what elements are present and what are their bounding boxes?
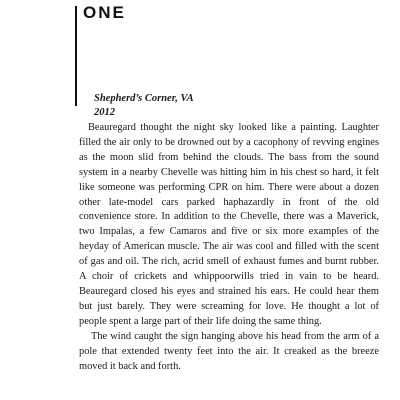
- chapter-title: ONE: [83, 3, 126, 22]
- paragraph-1-text: Beauregard thought the night sky looked like a painting. Laughter filled the air only to be drowned out by a cacophony of revving engines as the moon slid from behind the clouds. The bass from the sound system in a nearby Chevelle was hitting him in his chest so hard, it felt like someone was performing CPR on him. There were about a dozen other late-model cars parked haphazardly in front of the old convenience store. In addition to the Chevelle, there was a Maverick, two Impalas, a few Camaros and five or six more examples of the heyday of American muscle. The air was cool and filled with the scent of gas and oil. The rich, acrid smell of exhaust fumes and burnt rubber. A choir of crickets and whippoorwills tried in vain to be heard. Beauregard closed his eyes and strained his ears. He could hear them but just barely. They were screaming for love. He thought a lot of people spent a large part of their life doing the same thing.: [79, 122, 379, 327]
- body-text: [79, 121, 379, 374]
- chapter-rule: [75, 6, 77, 106]
- dateline: [94, 92, 194, 120]
- dateline-year: 2012: [94, 107, 115, 118]
- dateline-place: Shepherd’s Corner, VA: [94, 93, 194, 104]
- paragraph-1: [79, 121, 379, 330]
- paragraph-2: The wind caught the sign hanging above his head from the arm of a pole that extended twenty feet into the air. It creaked as the breeze moved it back and forth.: [79, 330, 379, 372]
